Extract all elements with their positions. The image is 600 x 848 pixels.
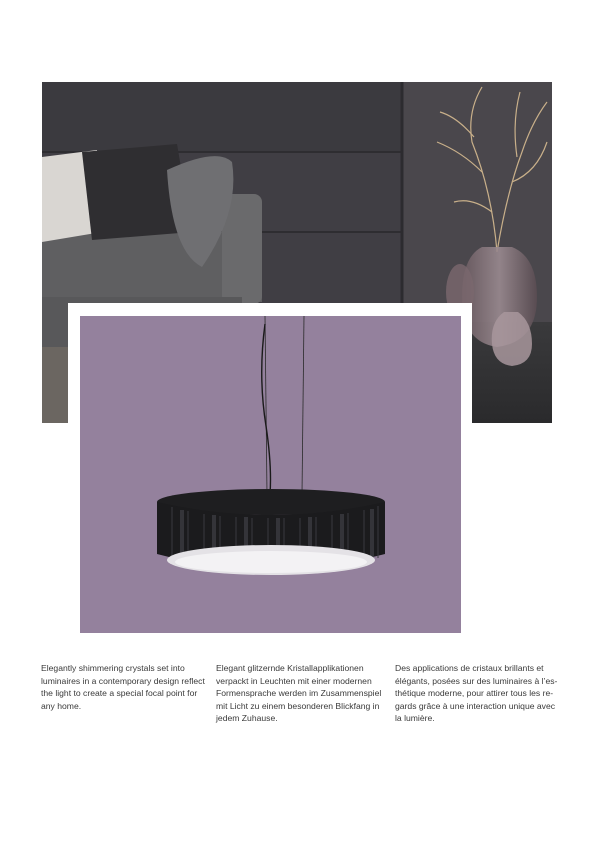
pendant-lamp-illustration: [80, 316, 461, 633]
caption-english: Elegantly shimmering crystals set into luminaires in a contemporary design reflect the light to create a special focal point for any home.: [41, 663, 205, 711]
caption-german: Elegant glitzernde Kristallapplikationen verpackt in Leuchten mit einer modernen Formensprache werden im Zusammenspiel mit Licht zu einem besonderen Blickfang in jedem Zuhause.: [216, 663, 382, 724]
caption-columns: [41, 662, 561, 752]
pendant-lamp-photo: [80, 316, 461, 633]
caption-french: Des applications de cristaux brillants et élégants, posées sur des luminaires à l’es- thétique moderne, pour attirer tous les re- gards grâce à une interaction unique avec la lumière.: [395, 663, 558, 724]
